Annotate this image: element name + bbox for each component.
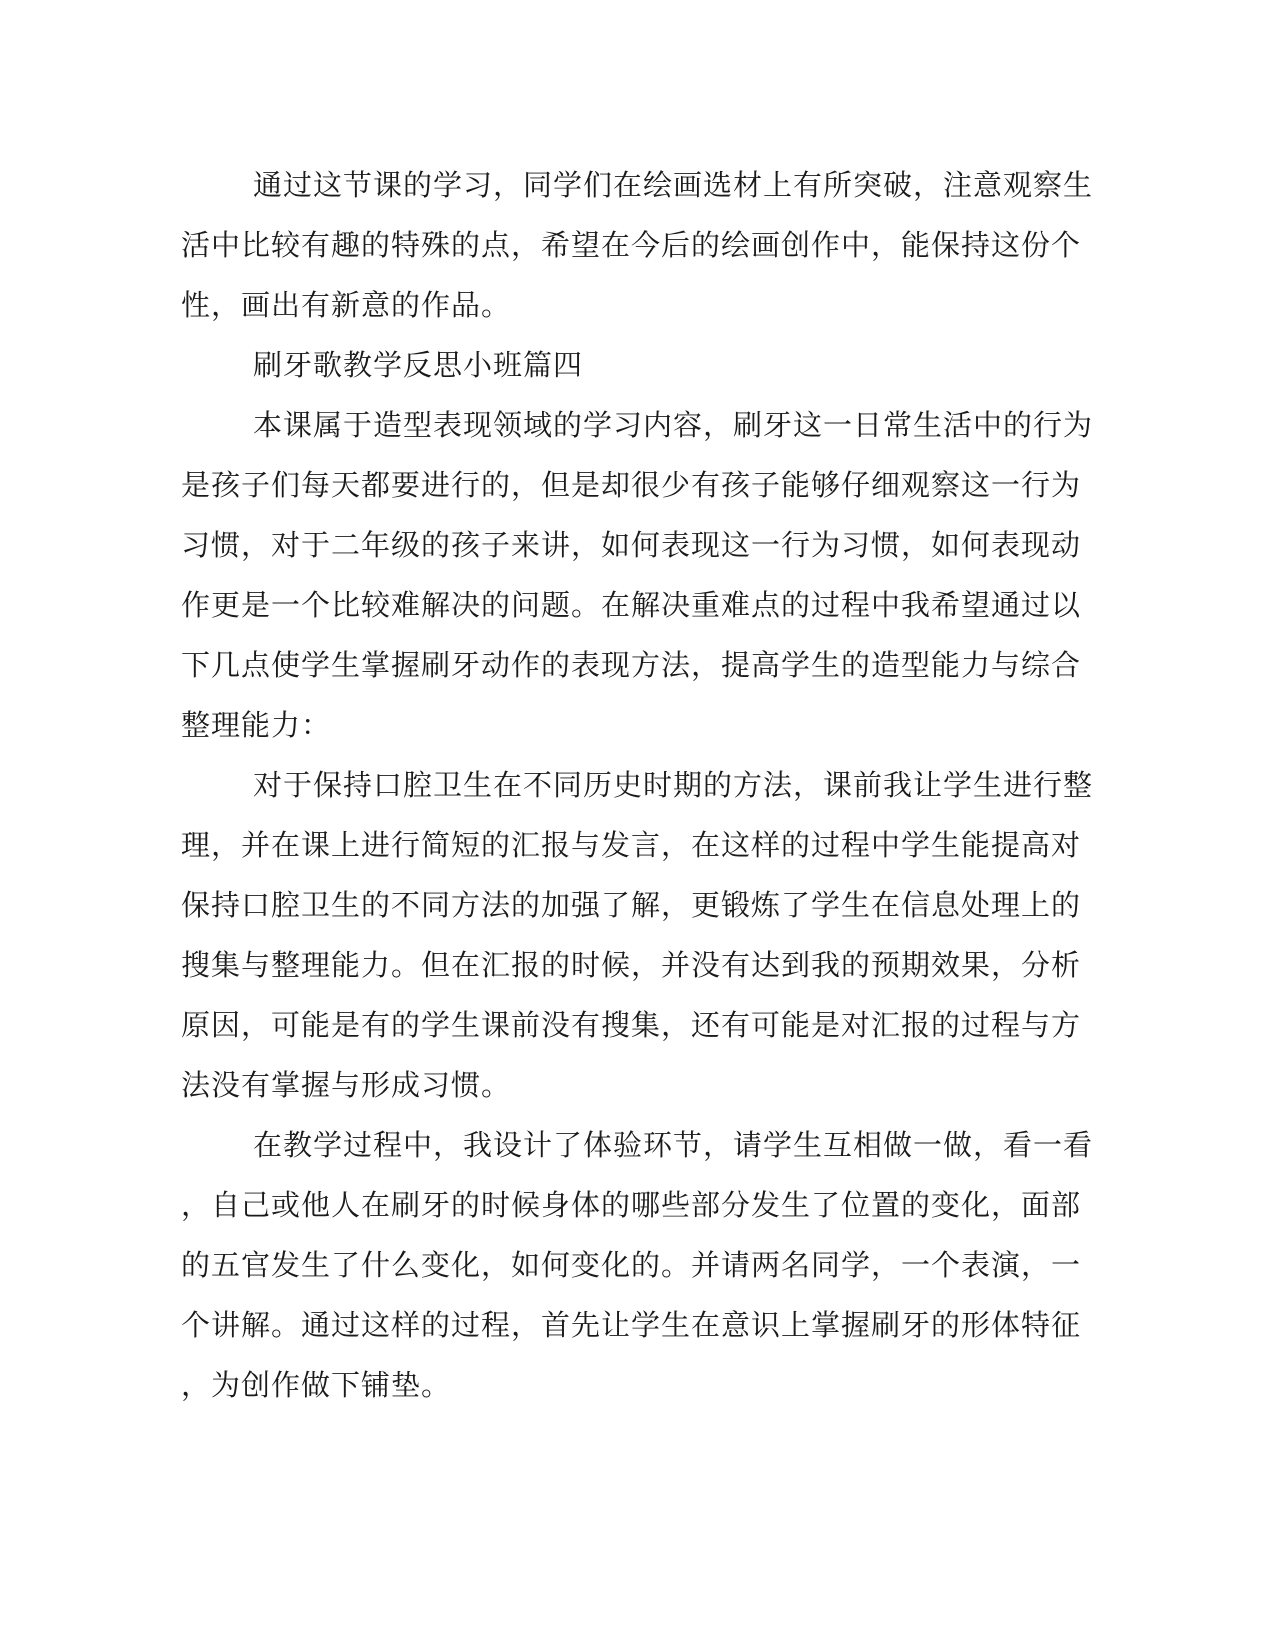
paragraph-experience	[181, 1115, 1094, 1415]
text-line: 下几点使学生掌握刷牙动作的表现方法，提高学生的造型能力与综合	[181, 648, 1082, 682]
text-line: 本课属于造型表现领域的学习内容，刷牙这一日常生活中的行为	[253, 408, 1094, 442]
text-line: 作更是一个比较难解决的问题。在解决重难点的过程中我希望通过以	[181, 588, 1082, 622]
heading-text: 刷牙歌教学反思小班篇四	[253, 348, 584, 382]
text-line: 法没有掌握与形成习惯。	[181, 1068, 512, 1102]
text-line: 的五官发生了什么变化，如何变化的。并请两名同学，一个表演，一	[181, 1248, 1082, 1282]
text-line: ，为创作做下铺垫。	[181, 1368, 452, 1402]
paragraph-intro	[181, 395, 1094, 755]
text-line: 原因，可能是有的学生课前没有搜集，还有可能是对汇报的过程与方	[181, 1008, 1082, 1042]
text-line: 理，并在课上进行简短的汇报与发言，在这样的过程中学生能提高对	[181, 828, 1082, 862]
paragraph-oral-hygiene	[181, 755, 1094, 1115]
text-line: 整理能力：	[181, 708, 332, 742]
section-heading	[181, 335, 1031, 395]
text-line: 个讲解。通过这样的过程，首先让学生在意识上掌握刷牙的形体特征	[181, 1308, 1082, 1342]
text-line: 对于保持口腔卫生在不同历史时期的方法，课前我让学生进行整	[253, 768, 1094, 802]
text-line: 是孩子们每天都要进行的，但是却很少有孩子能够仔细观察这一行为	[181, 468, 1082, 502]
text-line: 在教学过程中，我设计了体验环节，请学生互相做一做，看一看	[253, 1128, 1094, 1162]
text-line: 活中比较有趣的特殊的点，希望在今后的绘画创作中，能保持这份个	[181, 228, 1082, 262]
document-body	[181, 155, 1094, 1415]
text-line: 习惯，对于二年级的孩子来讲，如何表现这一行为习惯，如何表现动	[181, 528, 1082, 562]
text-line: 搜集与整理能力。但在汇报的时候，并没有达到我的预期效果，分析	[181, 948, 1082, 982]
text-line: 保持口腔卫生的不同方法的加强了解，更锻炼了学生在信息处理上的	[181, 888, 1082, 922]
text-line: 通过这节课的学习，同学们在绘画选材上有所突破，注意观察生	[253, 168, 1094, 202]
text-line: 性，画出有新意的作品。	[181, 288, 512, 322]
text-line: ，自己或他人在刷牙的时候身体的哪些部分发生了位置的变化，面部	[181, 1188, 1082, 1222]
paragraph-summary	[181, 155, 1094, 335]
